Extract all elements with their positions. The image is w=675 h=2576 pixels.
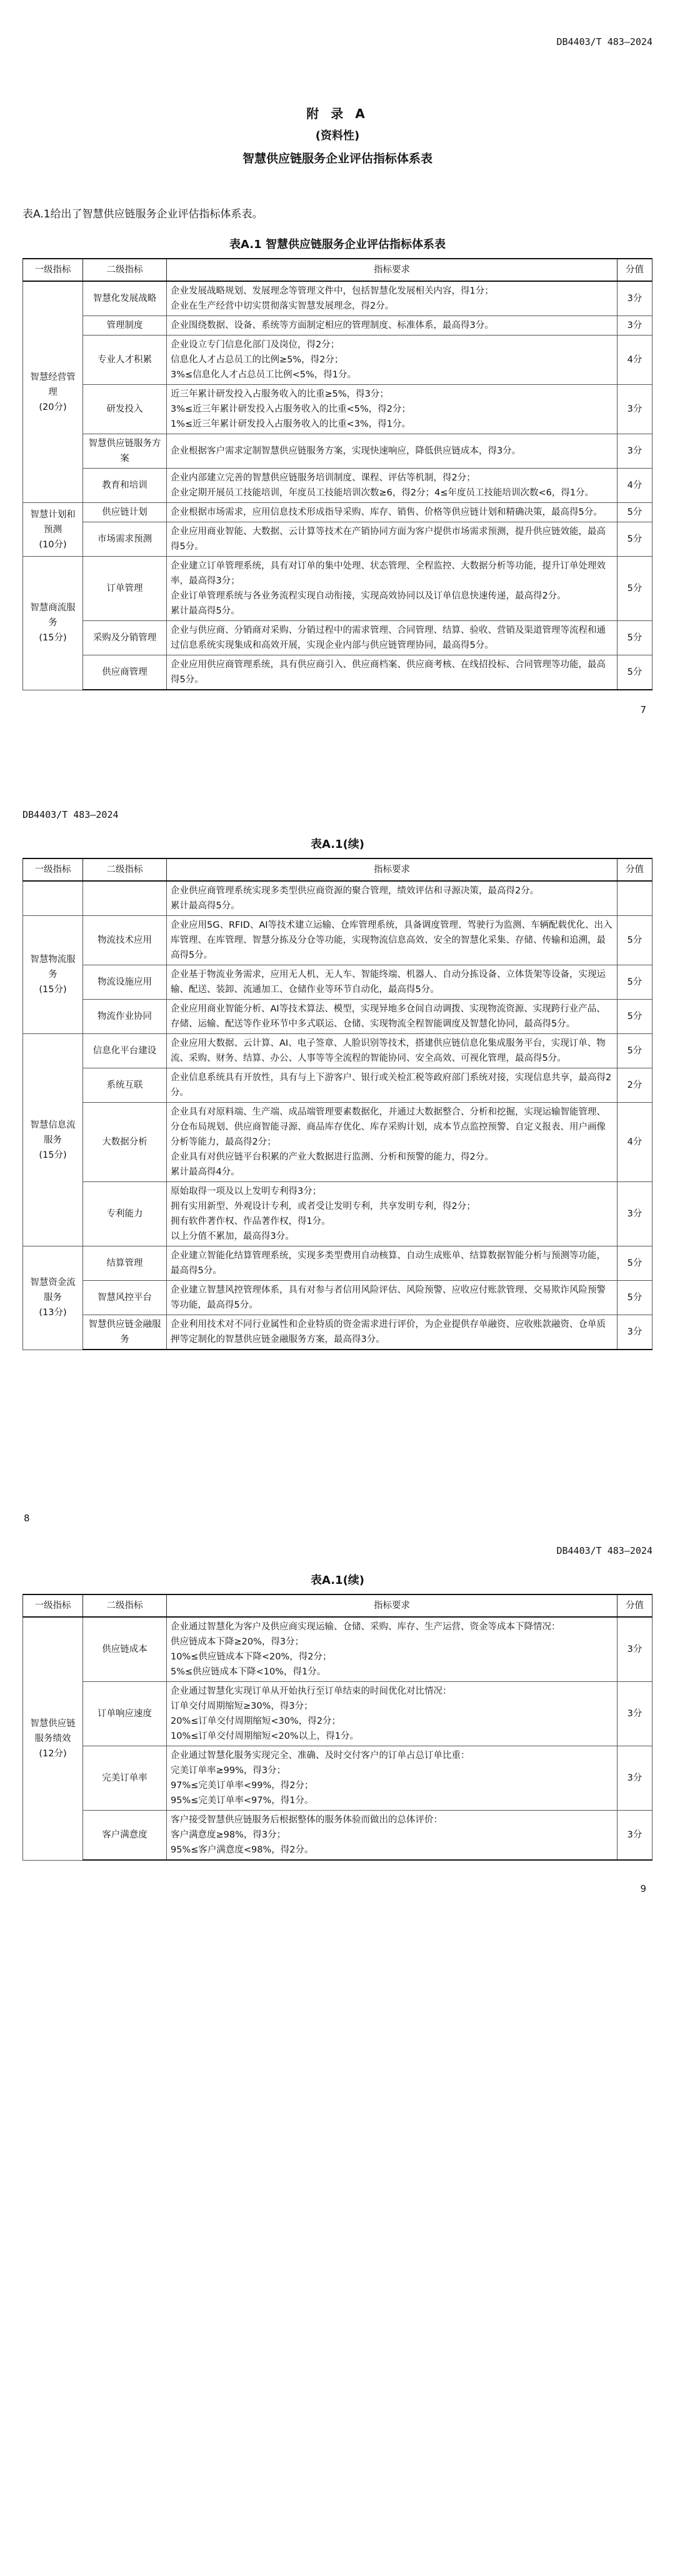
table-row [23, 385, 652, 434]
level1-indicator: 智慧经营管理 (20分) [23, 281, 83, 503]
requirement-line: 企业建立智能化结算管理系统，实现多类型费用自动核算、自动生成账单、结算数据智能分析与预测等功能，最高得5分。 [171, 1251, 606, 1276]
requirement-line: 1%≤近三年累计研发投入占服务收入的比重<3%，得1分。 [171, 419, 411, 429]
table-row [23, 1617, 652, 1682]
indicator-requirement [167, 1103, 618, 1182]
table-row [23, 1281, 652, 1315]
level2-indicator: 订单管理 [83, 557, 167, 621]
indicator-requirement [167, 1034, 618, 1068]
col-header: 分值 [618, 858, 652, 881]
indicator-requirement [167, 1811, 618, 1861]
page-number: 8 [24, 1513, 30, 1524]
score: 5分 [618, 1281, 652, 1315]
score: 4分 [618, 469, 652, 503]
level2-indicator: 供应链计划 [83, 503, 167, 522]
score: 5分 [618, 916, 652, 965]
annex-type: (资料性) [315, 129, 360, 142]
requirement-line: 企业发展战略规划、发展理念等管理文件中，包括智慧化发展相关内容，得1分； [171, 286, 494, 296]
level2-indicator: 市场需求预测 [83, 522, 167, 557]
requirement-line: 企业与供应商、分销商对采购、分销过程中的需求管理、合同管理、结算、验收、营销及渠道管理等流程和通过信息系统实现集成和高效开展，实现企业内部与供应链管理协同，最高得5分。 [171, 625, 606, 650]
indicator-requirement [167, 1746, 618, 1811]
level2-indicator: 客户满意度 [83, 1811, 167, 1861]
requirement-line: 客户满意度≥98%，得3分； [171, 1830, 286, 1840]
table-row [23, 336, 652, 385]
level2-indicator: 专业人才积累 [83, 336, 167, 385]
score: 5分 [618, 1000, 652, 1034]
requirement-line: 客户接受智慧供应链服务后根据整体的服务体验而做出的总体评价： [171, 1815, 442, 1825]
col-header: 指标要求 [167, 259, 618, 281]
level2-indicator: 物流技术应用 [83, 916, 167, 965]
table-row [23, 1000, 652, 1034]
score: 5分 [618, 965, 652, 1000]
col-header: 指标要求 [167, 1594, 618, 1617]
table-row [23, 965, 652, 1000]
indicator-requirement [167, 434, 618, 469]
col-header: 一级指标 [23, 1594, 83, 1617]
requirement-line: 订单交付周期缩短≥30%，得3分； [171, 1701, 313, 1711]
indicator-requirement [167, 469, 618, 503]
indicator-requirement [167, 1315, 618, 1350]
score: 4分 [618, 1103, 652, 1182]
col-header: 一级指标 [23, 858, 83, 881]
level1-indicator: 智慧资金流服务 (13分) [23, 1246, 83, 1350]
score: 5分 [618, 655, 652, 690]
requirement-line: 3%≤近三年累计研发投入占服务收入的比重<5%，得2分； [171, 404, 411, 414]
requirement-line: 企业具有对原料端、生产端、成品端管理要素数据化，并通过大数据整合、分析和挖掘，实现运输智能管理、分仓布局规划、供应商智能寻源、商品库存优化、库存采购计划，成本节点监控预警、自定义报表、用户画像分析等能力，最高得2分； [171, 1107, 606, 1147]
level2-indicator: 采购及分销管理 [83, 621, 167, 655]
score: 5分 [618, 522, 652, 557]
requirement-line: 近三年累计研发投入占服务收入的比重≥5%，得3分； [171, 389, 389, 399]
requirement-line: 企业通过智慧化实现订单从开始执行至订单结束的时间优化对比情况： [171, 1686, 452, 1696]
requirement-line: 以上分值不累加，最高得3分。 [171, 1231, 294, 1241]
indicator-requirement [167, 503, 618, 522]
score: 5分 [618, 557, 652, 621]
page-3 [0, 1524, 675, 1894]
requirement-line: 企业通过智慧化服务实现完全、准确、及时交付客户的订单占总订单比重： [171, 1751, 470, 1761]
requirement-line: 3%≤信息化人才占总员工比例<5%，得1分。 [171, 370, 357, 380]
requirement-line: 企业通过智慧化为客户及供应商实现运输、仓储、采购、库存、生产运营、资金等成本下降情况： [171, 1622, 561, 1632]
requirement-line: 企业根据客户需求定制智慧供应链服务方案，实现快速响应，降低供应链成本，得3分。 [171, 446, 521, 456]
col-header: 指标要求 [167, 858, 618, 881]
requirement-line: 20%≤订单交付周期缩短<30%，得2分； [171, 1716, 341, 1726]
level1-indicator: 智慧供应链服务绩效 (12分) [23, 1617, 83, 1860]
score: 5分 [618, 1246, 652, 1281]
indicator-requirement [167, 655, 618, 690]
score: 3分 [618, 1746, 652, 1811]
table-row [23, 469, 652, 503]
requirement-line: 5%≤供应链成本下降<10%，得1分。 [171, 1667, 326, 1677]
col-header: 一级指标 [23, 259, 83, 281]
col-header: 二级指标 [83, 858, 167, 881]
level1-indicator: 智慧计划和预测 (10分) [23, 503, 83, 557]
score: 3分 [618, 281, 652, 316]
requirement-line: 企业应用5G、RFID、AI等技术建立运输、仓库管理系统，具备调度管理、驾驶行为监测、车辆配载优化、出入库管理、在库管理、智慧分拣及分仓等功能，实现物流信息高效、安全的智慧化采集、存储、传输和追溯，最高得5分。 [171, 920, 612, 960]
indicator-requirement [167, 316, 618, 336]
level2-indicator: 教育和培训 [83, 469, 167, 503]
table-row [23, 1103, 652, 1182]
table-row [23, 916, 652, 965]
score: 3分 [618, 1315, 652, 1350]
requirement-line: 完美订单率≥99%，得3分； [171, 1766, 286, 1776]
indicator-requirement [167, 1682, 618, 1746]
requirement-line: 95%≤客户满意度<98%，得2分。 [171, 1845, 314, 1855]
requirement-line: 企业供应商管理系统实现多类型供应商资源的聚合管理，绩效评估和寻源决策，最高得2分。 [171, 886, 539, 896]
table-row [23, 557, 652, 621]
table-row [23, 655, 652, 690]
table-row [23, 1315, 652, 1350]
requirement-line: 累计最高得5分。 [171, 606, 240, 616]
indicator-requirement [167, 557, 618, 621]
indicator-table [22, 258, 652, 690]
level1-indicator: 智慧商流服务 (15分) [23, 557, 83, 690]
requirement-line: 企业应用大数据、云计算、AI、电子签章、人脸识别等技术，搭建供应链信息化集成服务平台，实现订单、物流、采购、财务、结算、办公、人事等等全流程的智能协同、安全高效、可视化管理，最高得5分。 [171, 1038, 606, 1063]
table-row [23, 1746, 652, 1811]
page-number: 9 [640, 1883, 646, 1894]
requirement-line: 企业根据市场需求，应用信息技术形成指导采购、库存、销售、价格等供应链计划和精确决策，最高得5分。 [171, 507, 602, 517]
requirement-line: 企业信息系统具有开放性，具有与上下游客户、银行或关检汇税等政府部门系统对接，实现信息共享，最高得2分。 [171, 1073, 612, 1098]
indicator-requirement [167, 1617, 618, 1682]
table-row [23, 281, 652, 316]
table-row [23, 316, 652, 336]
level2-indicator: 供应商管理 [83, 655, 167, 690]
level2-indicator: 供应链成本 [83, 1617, 167, 1682]
level1-indicator [23, 881, 83, 916]
col-header: 二级指标 [83, 1594, 167, 1617]
score: 4分 [618, 336, 652, 385]
indicator-requirement [167, 522, 618, 557]
requirement-line: 企业应用供应商管理系统，具有供应商引入、供应商档案、供应商考核、在线招投标、合同管理等功能，最高得5分。 [171, 660, 606, 685]
score: 3分 [618, 1617, 652, 1682]
level2-indicator: 智慧风控平台 [83, 1281, 167, 1315]
score: 3分 [618, 1811, 652, 1861]
requirement-line: 企业应用商业智能、大数据、云计算等技术在产销协同方面为客户提供市场需求预测，提升供应链效能，最高得5分。 [171, 527, 606, 552]
level2-indicator: 专利能力 [83, 1182, 167, 1246]
requirement-line: 企业具有对供应链平台积累的产业大数据进行监测、分析和预警的能力，得2分。 [171, 1152, 494, 1162]
table-row [23, 881, 652, 916]
level2-indicator: 信息化平台建设 [83, 1034, 167, 1068]
standard-code: DB4403/T 483—2024 [556, 36, 652, 47]
indicator-requirement [167, 1281, 618, 1315]
indicator-requirement [167, 336, 618, 385]
col-header: 分值 [618, 259, 652, 281]
score: 2分 [618, 1068, 652, 1103]
score: 5分 [618, 621, 652, 655]
level2-indicator: 订单响应速度 [83, 1682, 167, 1746]
requirement-line: 原始取得一项及以上发明专利得3分； [171, 1186, 322, 1196]
score: 3分 [618, 434, 652, 469]
requirement-line: 累计最高得4分。 [171, 1167, 240, 1177]
indicator-requirement [167, 281, 618, 316]
level2-indicator: 研发投入 [83, 385, 167, 434]
requirement-line: 10%≤订单交付周期缩短<20%以上，得1分。 [171, 1731, 359, 1741]
indicator-requirement [167, 965, 618, 1000]
requirement-line: 企业建立智慧风控管理体系，具有对参与者信用风险评估、风险预警、应收应付账款管理、交易欺诈风险预警等功能，最高得5分。 [171, 1285, 606, 1310]
table-row [23, 522, 652, 557]
standard-code: DB4403/T 483—2024 [22, 809, 119, 820]
indicator-requirement [167, 916, 618, 965]
col-header: 二级指标 [83, 259, 167, 281]
table-row [23, 503, 652, 522]
table-caption: 表A.1(续) [310, 1574, 365, 1587]
col-header: 分值 [618, 1594, 652, 1617]
indicator-requirement [167, 1246, 618, 1281]
score: 3分 [618, 316, 652, 336]
score: 3分 [618, 385, 652, 434]
requirement-line: 企业基于物流业务需求，应用无人机、无人车、智能终端、机器人、自动分拣设备、立体货架等设备，实现运输、配送、装卸、流通加工、仓储作业等环节自动化，最高得5分。 [171, 970, 606, 995]
level2-indicator: 智慧供应链金融服务 [83, 1315, 167, 1350]
level2-indicator: 系统互联 [83, 1068, 167, 1103]
indicator-requirement [167, 1000, 618, 1034]
requirement-line: 累计最高得5分。 [171, 901, 240, 911]
standard-code: DB4403/T 483—2024 [556, 1545, 652, 1556]
table-row [23, 1068, 652, 1103]
table-row [23, 621, 652, 655]
requirement-line: 企业利用技术对不同行业属性和企业特质的资金需求进行评价，为企业提供存单融资、应收账款融资、仓单质押等定制化的智慧供应链金融服务方案，最高得3分。 [171, 1320, 606, 1345]
indicator-requirement [167, 385, 618, 434]
requirement-line: 供应链成本下降≥20%，得3分； [171, 1637, 304, 1647]
score: 3分 [618, 1682, 652, 1746]
requirement-line: 企业在生产经营中切实贯彻落实智慧发展理念，得2分。 [171, 301, 394, 311]
intro-paragraph: 表A.1给出了智慧供应链服务企业评估指标体系表。 [22, 208, 263, 221]
level2-indicator [83, 881, 167, 916]
table-row [23, 434, 652, 469]
indicator-table [22, 858, 652, 1350]
annex-title: 附 录 A [306, 106, 369, 121]
requirement-line: 企业设立专门信息化部门及岗位，得2分； [171, 340, 340, 350]
page-2 [0, 715, 675, 1524]
score: 5分 [618, 1034, 652, 1068]
indicator-requirement [167, 1068, 618, 1103]
table-row [23, 1182, 652, 1246]
table-row [23, 1682, 652, 1746]
requirement-line: 企业围绕数据、设备、系统等方面制定相应的管理制度、标准体系，最高得3分。 [171, 321, 494, 331]
level2-indicator: 大数据分析 [83, 1103, 167, 1182]
indicator-requirement [167, 1182, 618, 1246]
level2-indicator: 智慧供应链服务方案 [83, 434, 167, 469]
level2-indicator: 完美订单率 [83, 1746, 167, 1811]
requirement-line: 10%≤供应链成本下降<20%，得2分； [171, 1652, 332, 1662]
level2-indicator: 物流作业协同 [83, 1000, 167, 1034]
requirement-line: 95%≤完美订单率<97%，得1分。 [171, 1796, 314, 1806]
requirement-line: 企业定期开展员工技能培训，年度员工技能培训次数≥6，得2分；4≤年度员工技能培训次数<6，得1分。 [171, 488, 594, 498]
level2-indicator: 管理制度 [83, 316, 167, 336]
table-row [23, 1246, 652, 1281]
indicator-requirement [167, 881, 618, 916]
table-row [23, 1811, 652, 1861]
score [618, 881, 652, 916]
level1-indicator: 智慧信息流服务 (15分) [23, 1034, 83, 1246]
level2-indicator: 结算管理 [83, 1246, 167, 1281]
indicator-requirement [167, 621, 618, 655]
annex-heading: 智慧供应链服务企业评估指标体系表 [242, 152, 432, 166]
table-row [23, 1034, 652, 1068]
requirement-line: 企业订单管理系统与各业务流程实现自动衔接，实现高效协同以及订单信息快速传递，最高得2分。 [171, 591, 566, 601]
indicator-table [22, 1594, 652, 1861]
requirement-line: 企业内部建立完善的智慧供应链服务培训制度、课程、评估等机制，得2分； [171, 473, 476, 483]
table-caption: 表A.1 智慧供应链服务企业评估指标体系表 [229, 238, 446, 251]
requirement-line: 信息化人才占总员工的比例≥5%，得2分； [171, 355, 344, 365]
level2-indicator: 智慧化发展战略 [83, 281, 167, 316]
requirement-line: 拥有软件著作权、作品著作权，得1分。 [171, 1216, 331, 1226]
requirement-line: 97%≤完美订单率<99%，得2分； [171, 1781, 314, 1791]
page-number: 7 [640, 704, 646, 715]
score: 5分 [618, 503, 652, 522]
requirement-line: 拥有实用新型、外观设计专利，或者受让发明专利，共享发明专利，得2分； [171, 1201, 476, 1211]
table-caption: 表A.1(续) [310, 838, 365, 851]
requirement-line: 企业应用商业智能分析、AI等技术算法、模型，实现异地多仓间自动调拨、实现物流资源、实现跨行业产品、存储、运输、配送等作业环节中多式联运、仓储、实现物流全程智能调度及智慧化协同，最高得5分。 [171, 1004, 606, 1029]
requirement-line: 企业建立订单管理系统，具有对订单的集中处理、状态管理、全程监控、大数据分析等功能，提升订单处理效率，最高得3分； [171, 561, 606, 586]
page-1 [0, 0, 675, 715]
level1-indicator: 智慧物流服务 (15分) [23, 916, 83, 1034]
level2-indicator: 物流设施应用 [83, 965, 167, 1000]
score: 3分 [618, 1182, 652, 1246]
